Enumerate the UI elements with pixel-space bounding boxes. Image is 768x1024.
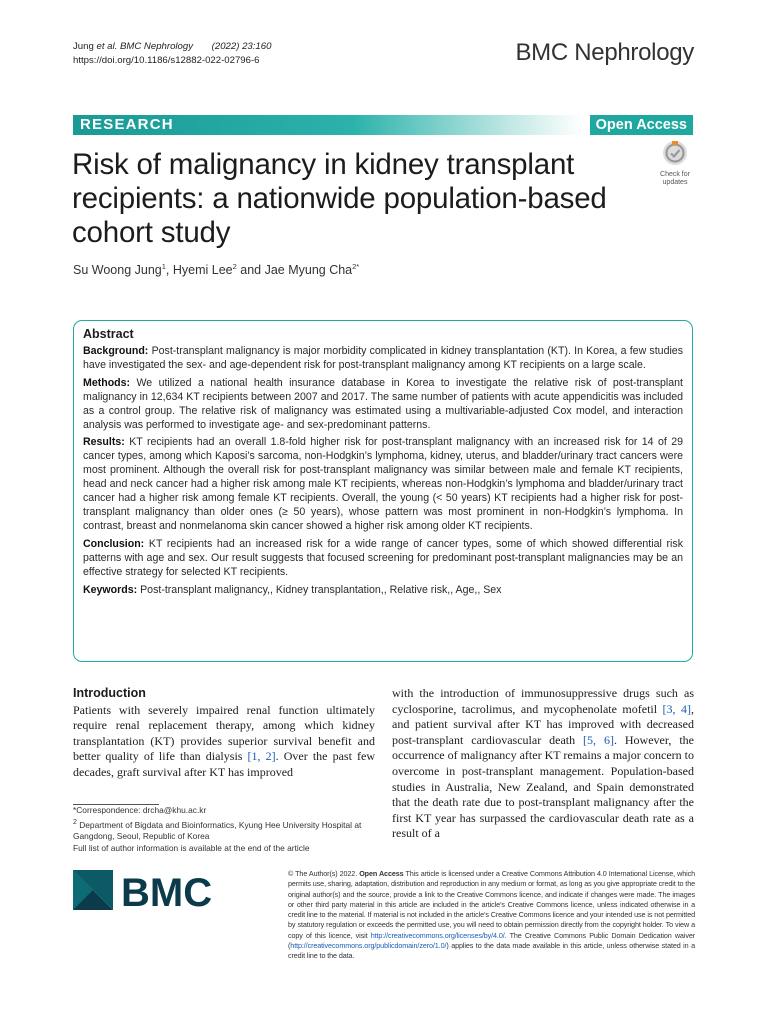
methods-label: Methods: <box>83 376 131 389</box>
conclusion-label: Conclusion: <box>83 537 145 550</box>
methods-text: We utilized a national health insurance database in Korea to investigate the relative risk of post-transplant malignancy in 12,634 KT recipients between 2007 and 2017. The same number of patients with acute appendicitis was included as a control group. The relative risk of malignancy was estimated using a multivariable-adjusted Cox model, and interaction analysis was performed to investigate age- and sex-predominant patterns. <box>83 376 683 431</box>
citation-year: (2022) 23:160 <box>211 41 272 52</box>
abstract-methods <box>83 377 683 433</box>
conclusion-text: KT recipients had an increased risk for a wide range of cancer types, some of which showed differential risk patterns with age and sex. Our result suggests that focused screening for predominant post-transplant malignancies may be an effective strategy for selected KT recipients. <box>83 537 683 578</box>
abstract-background <box>83 345 683 373</box>
intro-text: Patients with severely impaired renal function ultimately require renal replacement therapy, among which kidney transplantation (KT) provides superior survival benefit and better quality of life than dialysis <box>73 702 375 764</box>
keywords-label: Keywords: <box>83 583 138 596</box>
citation-ref-1-2[interactable]: [1, 2] <box>247 749 276 764</box>
author-2: , Hyemi Lee <box>165 263 233 278</box>
author-3-affiliation: 2* <box>352 262 360 271</box>
citation-journal: et al. BMC Nephrology <box>96 41 193 52</box>
intro-right-text-1: with the introduction of immunosuppressive drugs such as cyclosporine, tacrolimus, and mycophenolate mofetil <box>392 686 694 716</box>
introduction-heading: Introduction <box>73 686 146 700</box>
license-link-cc-by[interactable]: http://creativecommons.org/licenses/by/4.0/ <box>370 930 505 940</box>
abstract-box <box>73 320 693 662</box>
intro-right-text-2: , and patient survival after KT has improved with decreased post-transplant cardiovascular death <box>392 701 694 747</box>
author-1: Su Woong Jung <box>73 263 162 278</box>
abstract-keywords <box>83 584 683 598</box>
introduction-left-column <box>73 686 375 781</box>
abstract-heading: Abstract <box>83 327 134 341</box>
bmc-logo <box>73 870 215 917</box>
check-updates-icon <box>662 140 688 166</box>
license-prefix: © The Author(s) 2022. <box>288 869 360 878</box>
license-statement <box>288 869 695 962</box>
bmc-logo-mark <box>73 870 215 912</box>
results-text: KT recipients had an overall 1.8-fold higher risk for post-transplant malignancy with an increased risk for 14 of 29 cancer types, among which Kaposi’s sarcoma, non-Hodgkin’s lymphoma, kidney, uterus, and bladder/urinary tract cancers were most prominent. Although the overall risk for post-transplant malignancy was similar between male and female KT recipients, head and neck cancer had a higher risk among male KT recipients, whereas non-Hodgkin’s lymphoma and bladder/urinary tract cancer had a higher risk among female KT recipients. Overall, the young (< 50 years) KT recipients had a higher risk for post-transplant malignancy than older ones (≥ 50 years), whose pattern was most prominent in non-Hodgkin’s lymphoma. In contrast, breast and nonmelanoma skin cancer showed a higher risk among older KT recipients. <box>83 436 683 532</box>
background-label: Background: <box>83 345 149 357</box>
abstract-results <box>83 436 683 533</box>
correspondence-email: *Correspondence: drcha@khu.ac.kr <box>73 805 207 815</box>
intro-text-end: . Over the past few decades, graft survival after KT has improved <box>73 749 375 779</box>
author-info-note: Full list of author information is available at the end of the article <box>73 842 310 853</box>
open-access-badge: Open Access <box>590 115 693 135</box>
license-open-access: Open Access <box>359 869 404 878</box>
citation-authors: Jung <box>73 41 97 52</box>
license-body-3: ) applies to the data made available in this article, unless otherwise stated in a credit line to the data. <box>288 941 695 961</box>
citation-header <box>73 40 271 68</box>
article-title: Risk of malignancy in kidney transplant recipients: a nationwide population-based cohort study <box>72 148 607 249</box>
check-updates-line2: updates <box>662 179 688 186</box>
section-label: RESEARCH <box>80 116 174 133</box>
author-3: and Jae Myung Cha <box>236 263 353 278</box>
author-list <box>73 262 359 277</box>
citation-ref-3-4[interactable]: [3, 4] <box>662 701 691 716</box>
background-text: Post-transplant malignancy is major morbidity complicated in kidney transplantation (KT). In Korea, a few studies have investigated the sex- and age-dependent risk for post-transplant malignancy among KT recipients on a large scale. <box>83 345 683 371</box>
author-1-affiliation: 1 <box>161 262 166 271</box>
citation-ref-5-6[interactable]: [5, 6] <box>583 732 614 747</box>
license-body-2: . The Creative Commons Public Domain Dedication waiver ( <box>288 930 696 951</box>
check-updates-line1: Check for <box>660 171 690 178</box>
license-link-cc-zero[interactable]: http://creativecommons.org/publicdomain/zero/1.0/ <box>290 941 447 951</box>
bmc-logo-text: BMC <box>121 871 213 912</box>
introduction-paragraph <box>73 703 375 781</box>
affiliation-text: Department of Bigdata and Bioinformatics, Kyung Hee University Hospital at Gangdong, Seoul, Republic of Korea <box>73 819 362 841</box>
intro-right-text-3: . However, the occurrence of malignancy after KT remains a major concern to overcome in post-transplant management. Population-based studies in Australia, New Zealand, and Spain demonstrated that the death rate due to post-transplant malignancy after the first KT year has surpassed the cardiovascular death rate as a result of a <box>392 732 694 841</box>
affiliation-note <box>73 817 373 843</box>
author-2-affiliation: 2 <box>232 262 237 271</box>
affiliation-number: 2 <box>73 818 77 826</box>
correspondence-footnote <box>73 805 373 854</box>
citation-line <box>73 40 271 54</box>
license-body-1: This article is licensed under a Creative Commons Attribution 4.0 International License, which permits use, sharing, adaptation, distribution and reproduction in any medium or format, as long as you give appropriate credit to the original author(s) and the source, provide a link to the Creative Commons licence, and indicate if changes were made. The images or other third party material in this article are included in the article’s Creative Commons licence, unless indicated otherwise in a credit line to the material. If material is not included in the article’s Creative Commons licence and your intended use is not permitted by statutory regulation or exceeds the permitted use, you will need to obtain permission directly from the copyright holder. To view a copy of this licence, visit <box>288 869 695 940</box>
keywords-text: Post-transplant malignancy,, Kidney transplantation,, Relative risk,, Age,, Sex <box>137 583 502 596</box>
journal-name: BMC Nephrology <box>515 39 694 66</box>
results-label: Results: <box>83 436 125 449</box>
introduction-right-column <box>392 686 694 842</box>
doi-link[interactable]: https://doi.org/10.1186/s12882-022-02796-6 <box>73 55 260 66</box>
check-for-updates-button[interactable] <box>655 140 695 187</box>
abstract-conclusion <box>83 538 683 580</box>
